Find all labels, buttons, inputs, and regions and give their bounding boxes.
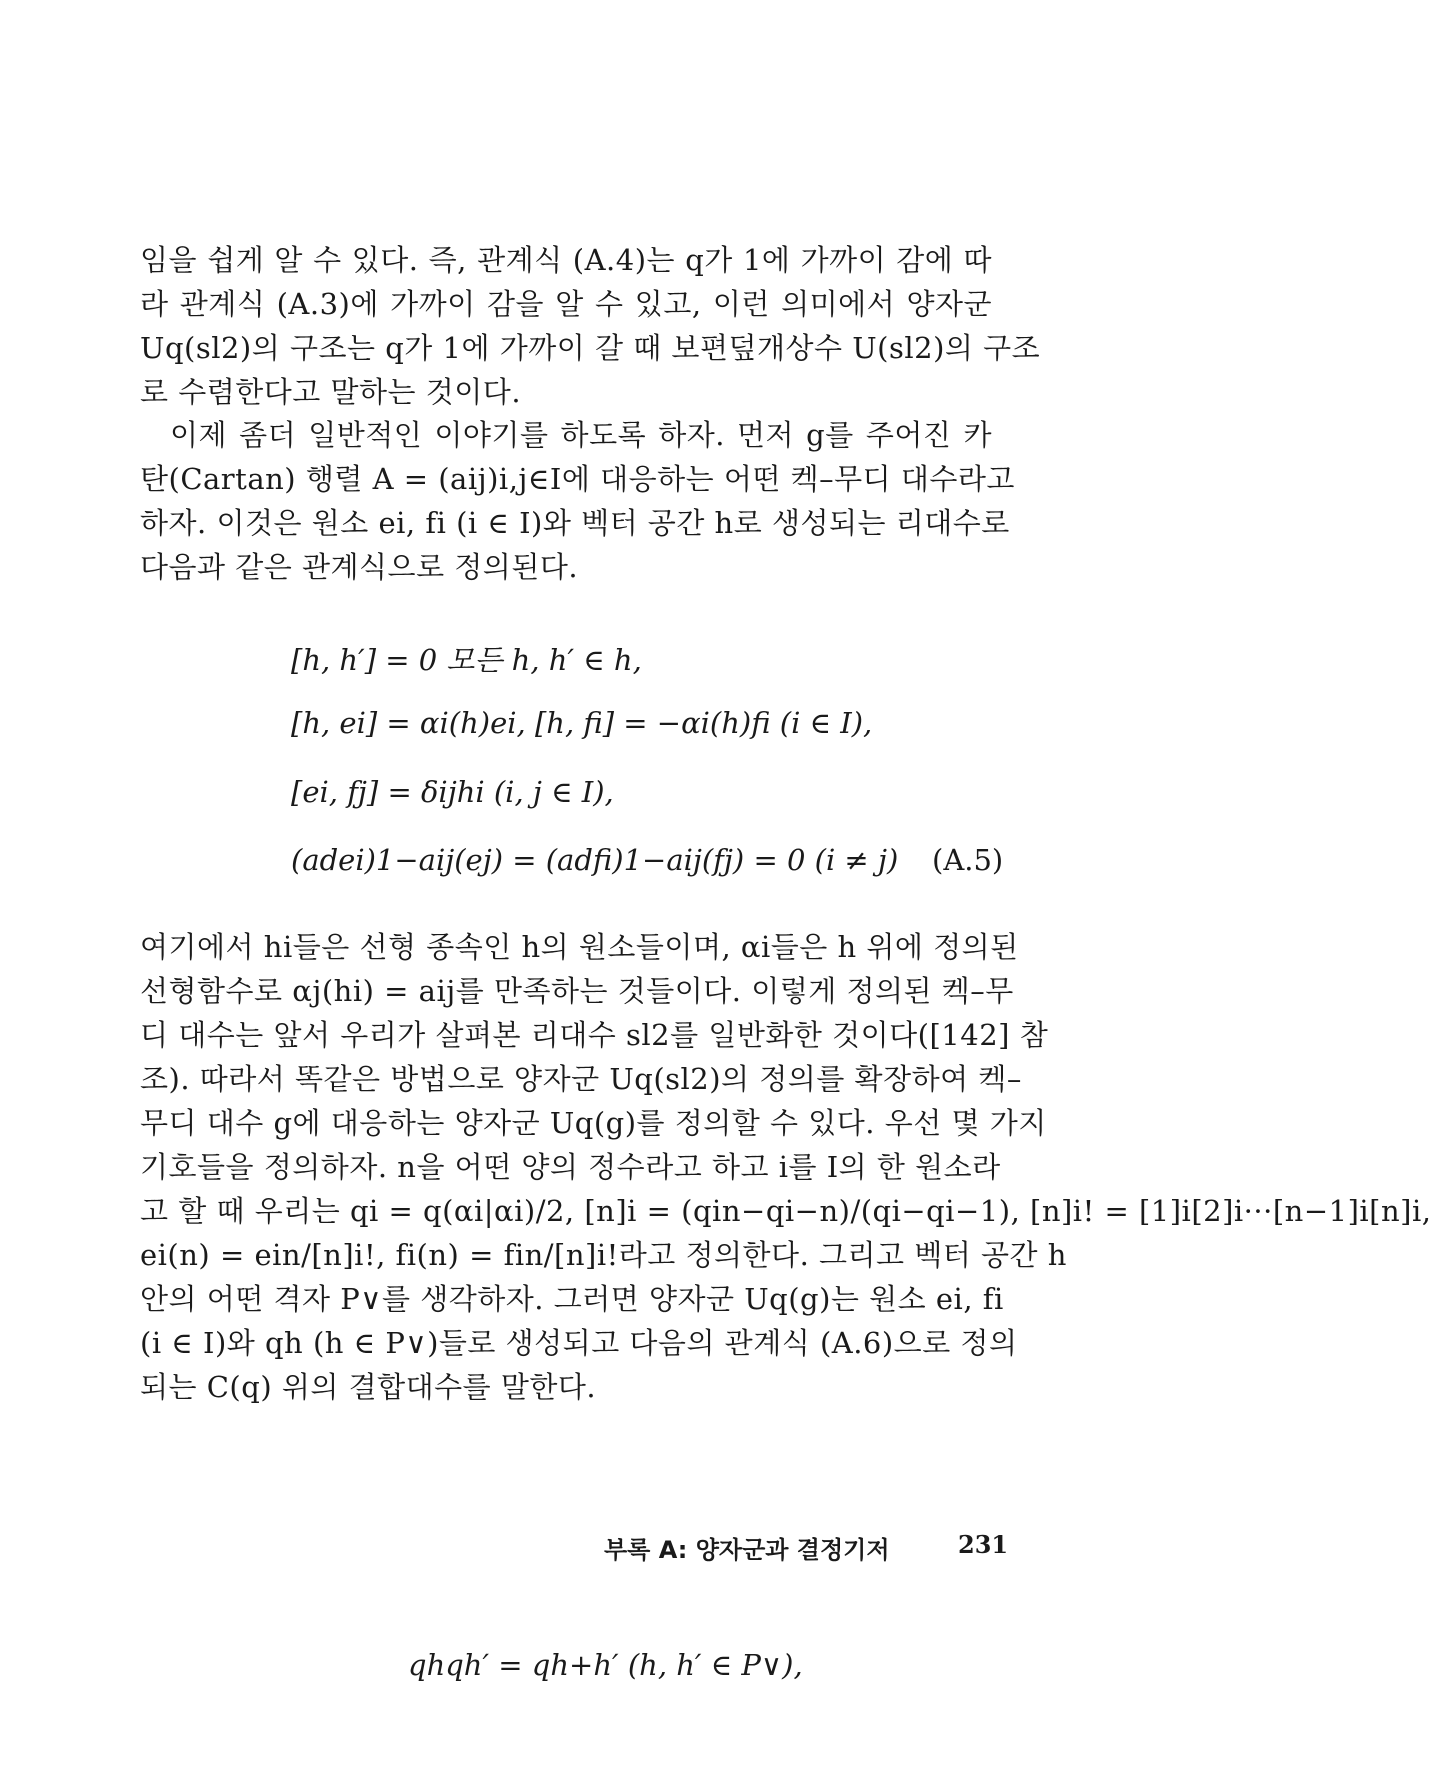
text-line: 임을 쉽게 알 수 있다. 즉, 관계식 (A.4)는 q가 1에 가까이 감에 따 xyxy=(140,243,992,277)
text-line: 디 대수는 앞서 우리가 살펴본 리대수 sl2를 일반화한 것이다([142] 참 xyxy=(140,1018,1049,1052)
text-line: 되는 C(q) 위의 결합대수를 말한다. xyxy=(140,1370,597,1404)
paragraph-1 xyxy=(140,238,1041,414)
text-line: 로 수렴한다고 말하는 것이다. xyxy=(140,375,522,409)
text-line: 안의 어떤 격자 P∨를 생각하자. 그러면 양자군 Uq(g)는 원소 ei, fi xyxy=(140,1282,1004,1316)
text-line: 여기에서 hi들은 선형 종속인 h의 원소들이며, αi들은 h 위에 정의된 xyxy=(140,930,1019,964)
text-line: ei(n) = ein/[n]i!, fi(n) = fin/[n]i!라고 정의한다. 그리고 벡터 공간 h xyxy=(140,1238,1067,1272)
text-line: (i ∈ I)와 qh (h ∈ P∨)들로 생성되고 다음의 관계식 (A.6)으로 정의 xyxy=(140,1326,1018,1360)
equation-label: (A.5) xyxy=(932,843,1004,877)
text-line: 라 관계식 (A.3)에 가까이 감을 알 수 있고, 이런 의미에서 양자군 xyxy=(140,287,992,321)
equation-line: [h, ei] = αi(h)ei, [h, fi] = −αi(h)fi (i ∈ I), xyxy=(291,706,873,740)
text-line: 이제 좀더 일반적인 이야기를 하도록 하자. 먼저 g를 주어진 카 xyxy=(170,418,992,452)
page-number: 231 xyxy=(958,1530,1009,1559)
equation-line: [ei, fj] = δijhi (i, j ∈ I), xyxy=(291,775,614,809)
equation-line: [h, h′] = 0 모든 h, h′ ∈ h, xyxy=(291,643,642,677)
equation-line: (adei)1−aij(ej) = (adfi)1−aij(fj) = 0 (i ≠ j) xyxy=(291,843,899,877)
text-line: 하자. 이것은 원소 ei, fi (i ∈ I)와 벡터 공간 h로 생성되는 리대수로 xyxy=(140,506,1010,540)
text-line: 기호들을 정의하자. n을 어떤 양의 정수라고 하고 i를 I의 한 원소라 xyxy=(140,1150,1001,1184)
paragraph-3 xyxy=(140,925,1431,1409)
text-line: 고 할 때 우리는 qi = q(αi|αi)/2, [n]i = (qin−qi−n)/(qi−qi−1), [n]i! = [1]i[2]i···[n−1]i[n]i, xyxy=(140,1194,1431,1228)
text-line: 탄(Cartan) 행렬 A = (aij)i,j∈I에 대응하는 어떤 켁–무디 대수라고 xyxy=(140,462,1015,496)
text-line: 무디 대수 g에 대응하는 양자군 Uq(g)를 정의할 수 있다. 우선 몇 가지 xyxy=(140,1106,1047,1140)
paragraph-2 xyxy=(140,413,1015,589)
text-line: 다음과 같은 관계식으로 정의된다. xyxy=(140,550,579,584)
text-line: 조). 따라서 똑같은 방법으로 양자군 Uq(sl2)의 정의를 확장하여 켁– xyxy=(140,1062,1022,1096)
text-line: 선형함수로 αj(hi) = aij를 만족하는 것들이다. 이렇게 정의된 켁–무 xyxy=(140,974,1014,1008)
text-line: Uq(sl2)의 구조는 q가 1에 가까이 갈 때 보편덮개상수 U(sl2)의 구조 xyxy=(140,331,1041,365)
final-equation: qhqh′ = qh+h′ (h, h′ ∈ P∨), xyxy=(408,1648,803,1682)
running-footer-title: 부록 A: 양자군과 결정기저 xyxy=(604,1536,890,1564)
